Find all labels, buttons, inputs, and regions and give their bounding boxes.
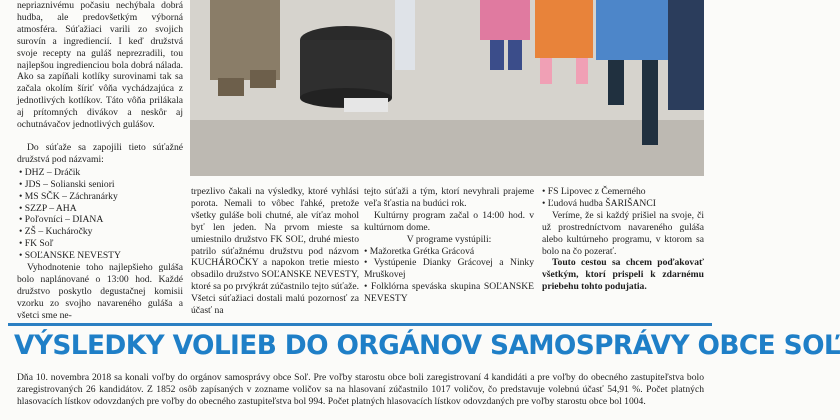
list-item: • Ľudová hudba ŠARIŠANCI	[542, 197, 656, 209]
list-item: • FS Lipovec z Čemerného	[542, 186, 646, 197]
paragraph: Do súťaže sa zapojili tieto súťažné družstvá pod názvami:	[17, 141, 183, 165]
list-item: • JDS – Solianski seniori	[19, 178, 115, 190]
article-headline: VÝSLEDKY VOLIEB DO ORGÁNOV SAMOSPRÁVY OBCE SOĽ	[14, 330, 840, 361]
list-item: • Mažoretka Grétka Grácová	[364, 245, 475, 257]
list-item: • MS SČK – Záchranárky	[19, 190, 118, 202]
performers-list-continued	[542, 186, 704, 210]
paragraph: trpezlivo čakali na výsledky, ktoré vyhlási porota. Nemali to vôbec ľahké, pretože všetky guláše boli chutné, ale víťaz mohol byť len jeden. Na prvom mieste sa umiestnilo družstvo FK SOĽ, druhé miesto patrilo súťažnému družstvu pod názvom KUCHÁROČKY a napokon tretie miesto obsadilo družstvo SOĽANSKE NEVESTY, ktoré sa po prvýkrát zúčastnilo tejto súťaže. Všetci súťažiaci dostali malú pozornosť za účasť na	[191, 186, 359, 317]
list-item: • DHZ – Dráčik	[19, 166, 81, 178]
article-column-4	[542, 186, 704, 293]
event-photo	[190, 0, 704, 176]
article-body: Dňa 10. novembra 2018 sa konali voľby do orgánov samosprávy obce Soľ. Pre voľby starostu obce boli zaregistrovaní 4 kandidáti a pre voľby do obecného zastupiteľstva bolo zaregistrovaných 26 kandidátov. Z 1852 osôb zapísaných v zozname voličov sa na hlasovaní zúčastnilo 1017 voličov, čo predstavuje volebnú účasť 54,91 %. Počet platných hlasovacích lístkov odovzdaných pre voľby do obecného zastupiteľstva bol 994. Počet platných hlasovacích lístkov odovzdaných pre voľby starostu obce bol 1004.	[17, 372, 704, 407]
article-column-2	[191, 186, 359, 317]
section-divider	[8, 323, 712, 326]
thanks-paragraph: Touto cestou sa chcem poďakovať všetkým, ktorí prispeli k zdarnému priebehu tohto podujatia.	[542, 257, 704, 293]
list-item: • Folklórna speváska skupina SOĽANSKE NEVESTY	[364, 281, 534, 305]
list-item: • Vystúpenie Dianky Grácovej a Ninky Mruškovej	[364, 257, 534, 281]
performers-list	[364, 246, 534, 306]
list-item: • SZZP – AHA	[19, 202, 77, 214]
list-item: • ZŠ – Kucháročky	[19, 226, 93, 238]
list-item: • FK Soľ	[19, 238, 54, 250]
article-column-3	[364, 186, 534, 305]
paragraph: Vyhodnotenie toho najlepšieho guláša bolo naplánované o 13:00 hod. Každé družstvo poskytlo degustačnej komisii vzorku zo svojho navareného guláša a všetci sme ne-	[17, 262, 183, 321]
paragraph: V programe vystúpili:	[406, 233, 492, 245]
paragraph: tejto súťaži a tým, ktorí nevyhrali prajeme veľa šťastia na budúci rok.	[364, 186, 534, 209]
paragraph: nepriaznivému počasiu nechýbala dobrá hudba, ale predovšetkým výborná atmosféra. Súťažiaci varili zo svojich surovín a ingrediencií. I keď družstvá svoje recepty na guláš neprezradili, tou najlepšou ingredienciou bola dobrá nálada. Ako sa zapíňali kotlíky surovinami tak sa začala okolím šíriť vôňa vychádzajúca z jednotlivých kotlíkov. Táto vôňa prilákala aj prítomných divákov a neskôr aj ochutnávačov jednotlivých gulášov.	[17, 0, 183, 131]
list-item: • Poľovníci – DIANA	[19, 214, 104, 226]
paragraph: Veríme, že si každý prišiel na svoje, či už prostredníctvom navareného guláša alebo kultúrneho programu, v ktorom sa bolo na čo pozerať.	[542, 209, 704, 257]
list-item: • SOĽANSKE NEVESTY	[19, 250, 121, 262]
article-column-1	[17, 0, 183, 322]
paragraph: Kultúrny program začal o 14:00 hod. v kultúrnom dome.	[364, 209, 534, 233]
teams-list	[19, 167, 183, 262]
